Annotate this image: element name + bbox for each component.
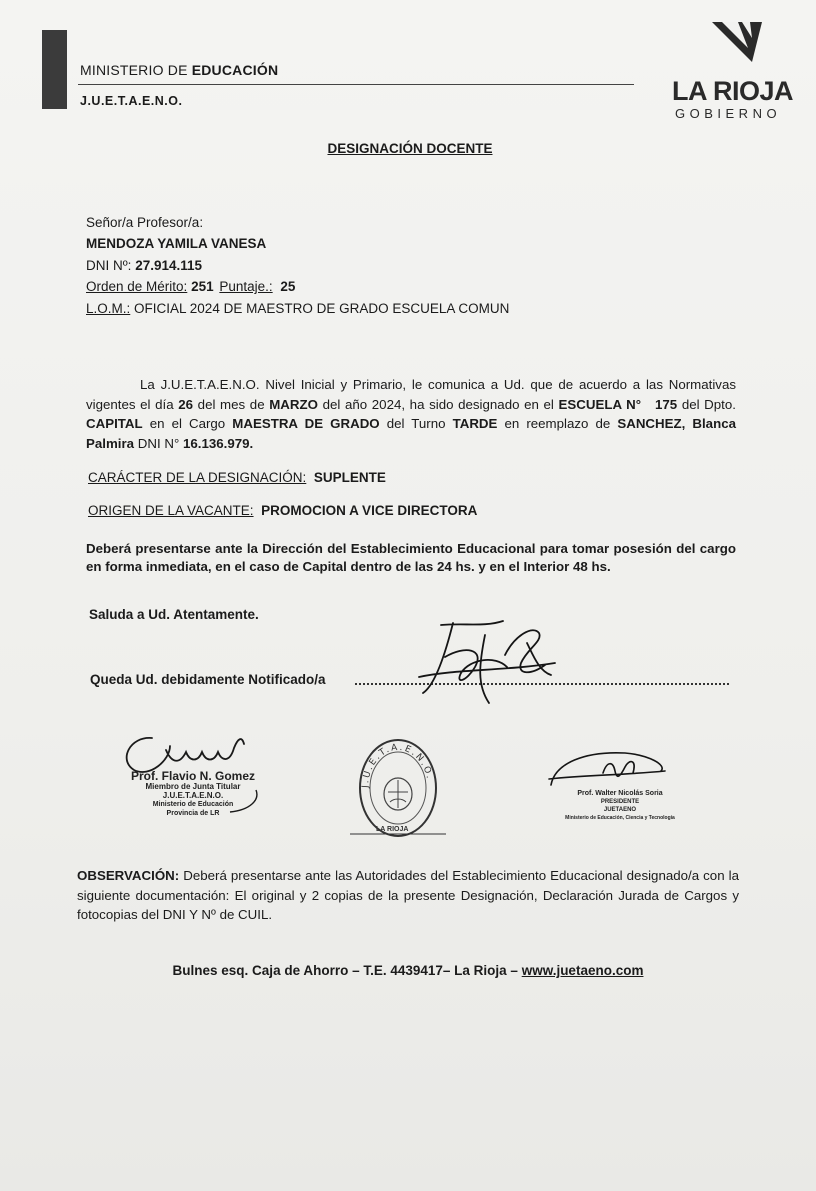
header-divider [78,84,634,85]
left-stamp: Prof. Flavio N. Gomez Miembro de Junta Titular J.U.E.T.A.E.N.O. Ministerio de Educación Provincia de LR [130,769,256,817]
header-bar [42,30,67,109]
instructions-paragraph: Deberá presentarse ante la Dirección del Establecimiento Educacional para tomar posesión del cargo en forma inmediata, en el caso de Capital dentro de las 24 hs. y en el Interior 48 hs. [86,541,736,574]
designation-paragraph: La J.U.E.T.A.E.N.O. Nivel Inicial y Primario, le comunica a Ud. que de acuerdo a las Normativas vigentes el día 26 del mes de MARZO del año 2024, ha sido designado en el ESCUELA N° 175 del Dpto. CAPITAL en el Cargo MAESTRA DE GRADO del Turno TARDE en reemplazo de SANCHEZ, Blanca Palmira DNI N° 16.136.979. [86,377,736,451]
notified-label: Queda Ud. debidamente Notificado/a [90,672,326,687]
logo-subtext: GOBIERNO [675,106,782,121]
institution-name: J.U.E.T.A.E.N.O. [80,94,183,108]
document-title: DESIGNACIÓN DOCENTE [327,141,493,156]
character-line: CARÁCTER DE LA DESIGNACIÓN: SUPLENTE [88,470,386,485]
observation-paragraph: OBSERVACIÓN: Deberá presentarse ante las Autoridades del Establecimiento Educacional designado/a con la siguiente documentación: El original y 2 copias de la presente Designación, Declaración Jurada de Cargos y fotocopias del DNI Y Nº de CUIL. [77,868,739,922]
dni-line: DNI Nº: 27.914.115 [86,258,203,273]
right-stamp: Prof. Walter Nicolás Soria PRESIDENTE JUETAENO Ministerio de Educación, Ciencia y Tecnología [565,790,675,821]
recipient-signature-icon [415,615,565,710]
recipient-name: MENDOZA YAMILA VANESA [86,236,267,251]
seal-bottom-text: LA RIOJA [376,826,409,833]
ministry-name: MINISTERIO DE EDUCACIÓN [80,62,279,78]
lom-line: L.O.M.: OFICIAL 2024 DE MAESTRO DE GRADO ESCUELA COMUN [86,301,510,316]
seal-ring-text: J.U.E.T.A.E.N.O. [360,742,435,789]
origin-line: ORIGEN DE LA VACANTE: PROMOCION A VICE DIRECTORA [88,503,478,518]
salutation: Señor/a Profesor/a: [86,215,204,230]
merit-line: Orden de Mérito: 251 Puntaje.: 25 [86,279,296,294]
greeting: Saluda a Ud. Atentamente. [89,607,259,622]
website-link[interactable]: www.juetaeno.com [521,963,644,978]
logo-text: LA RIOJA [672,76,794,106]
footer-address: Bulnes esq. Caja de Ahorro – T.E. 4439417– La Rioja – www.juetaeno.com [172,963,644,978]
la-rioja-logo-icon [708,18,766,70]
